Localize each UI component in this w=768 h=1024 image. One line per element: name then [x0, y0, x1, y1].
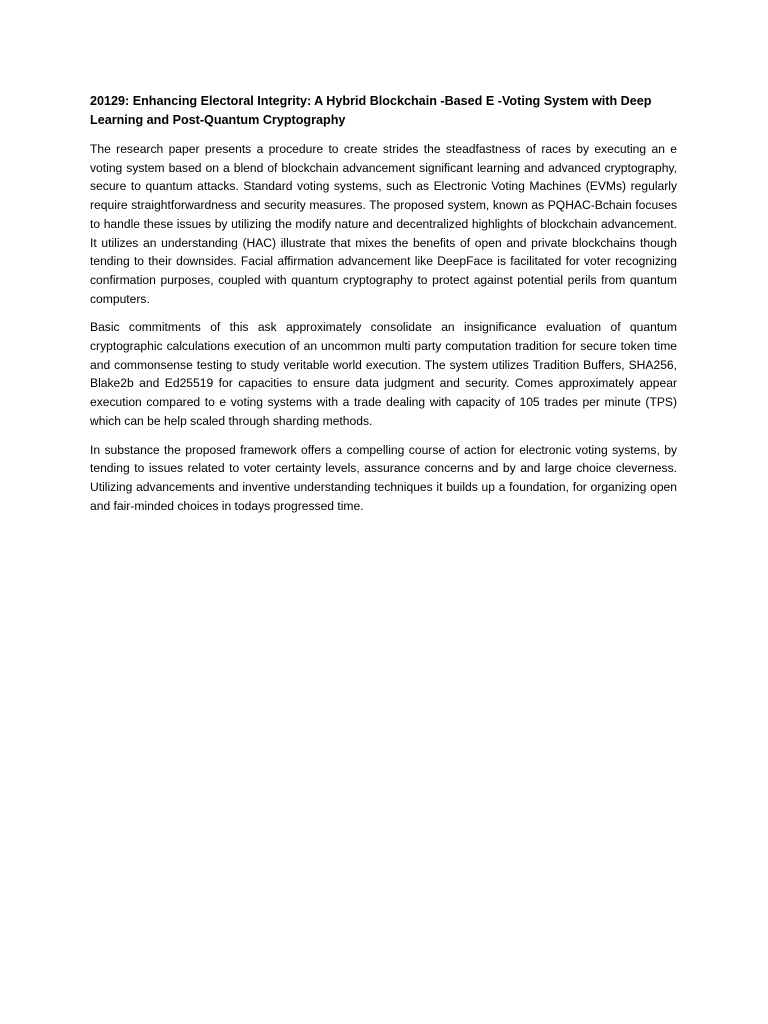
- paragraph-contributions: Basic commitments of this ask approximately consolidate an insignificance evaluation of quantum cryptographic calculations execution of an uncommon multi party computation tradition for secure token time and commonsense testing to study veritable world execution. The system utilizes Tradition Buffers, SHA256, Blake2b and Ed25519 for capacities to ensure data judgment and security. Comes approximately appear execution compared to e voting systems with a trade dealing with capacity of 105 trades per minute (TPS) which can be help scaled through sharding methods.: [90, 320, 677, 428]
- paragraph-introduction: The research paper presents a procedure to create strides the steadfastness of races by executing an e voting system based on a blend of blockchain advancement significant learning and advanced cryptography, secure to quantum attacks. Standard voting systems, such as Electronic Voting Machines (EVMs) regularly require straightforwardness and security measures. The proposed system, known as PQHAC-Bchain focuses to handle these issues by utilizing the modify nature and decentralized highlights of blockchain advancement. It utilizes an understanding (HAC) illustrate that mixes the benefits of open and private blockchains though tending to their downsides. Facial affirmation advancement like DeepFace is facilitated for voter recognizing confirmation purposes, coupled with quantum cryptography to protect against potential perils from quantum computers.: [90, 142, 677, 306]
- document-body: [90, 92, 677, 525]
- document-title: 20129: Enhancing Electoral Integrity: A Hybrid Blockchain -Based E -Voting System with Deep Learning and Post-Quantum Cryptography: [90, 94, 652, 127]
- paragraph-conclusion: In substance the proposed framework offers a compelling course of action for electronic voting systems, by tending to issues related to voter certainty levels, assurance concerns and by and large choice cleverness. Utilizing advancements and inventive understanding techniques it builds up a foundation, for organizing open and fair-minded choices in todays progressed time.: [90, 442, 677, 513]
